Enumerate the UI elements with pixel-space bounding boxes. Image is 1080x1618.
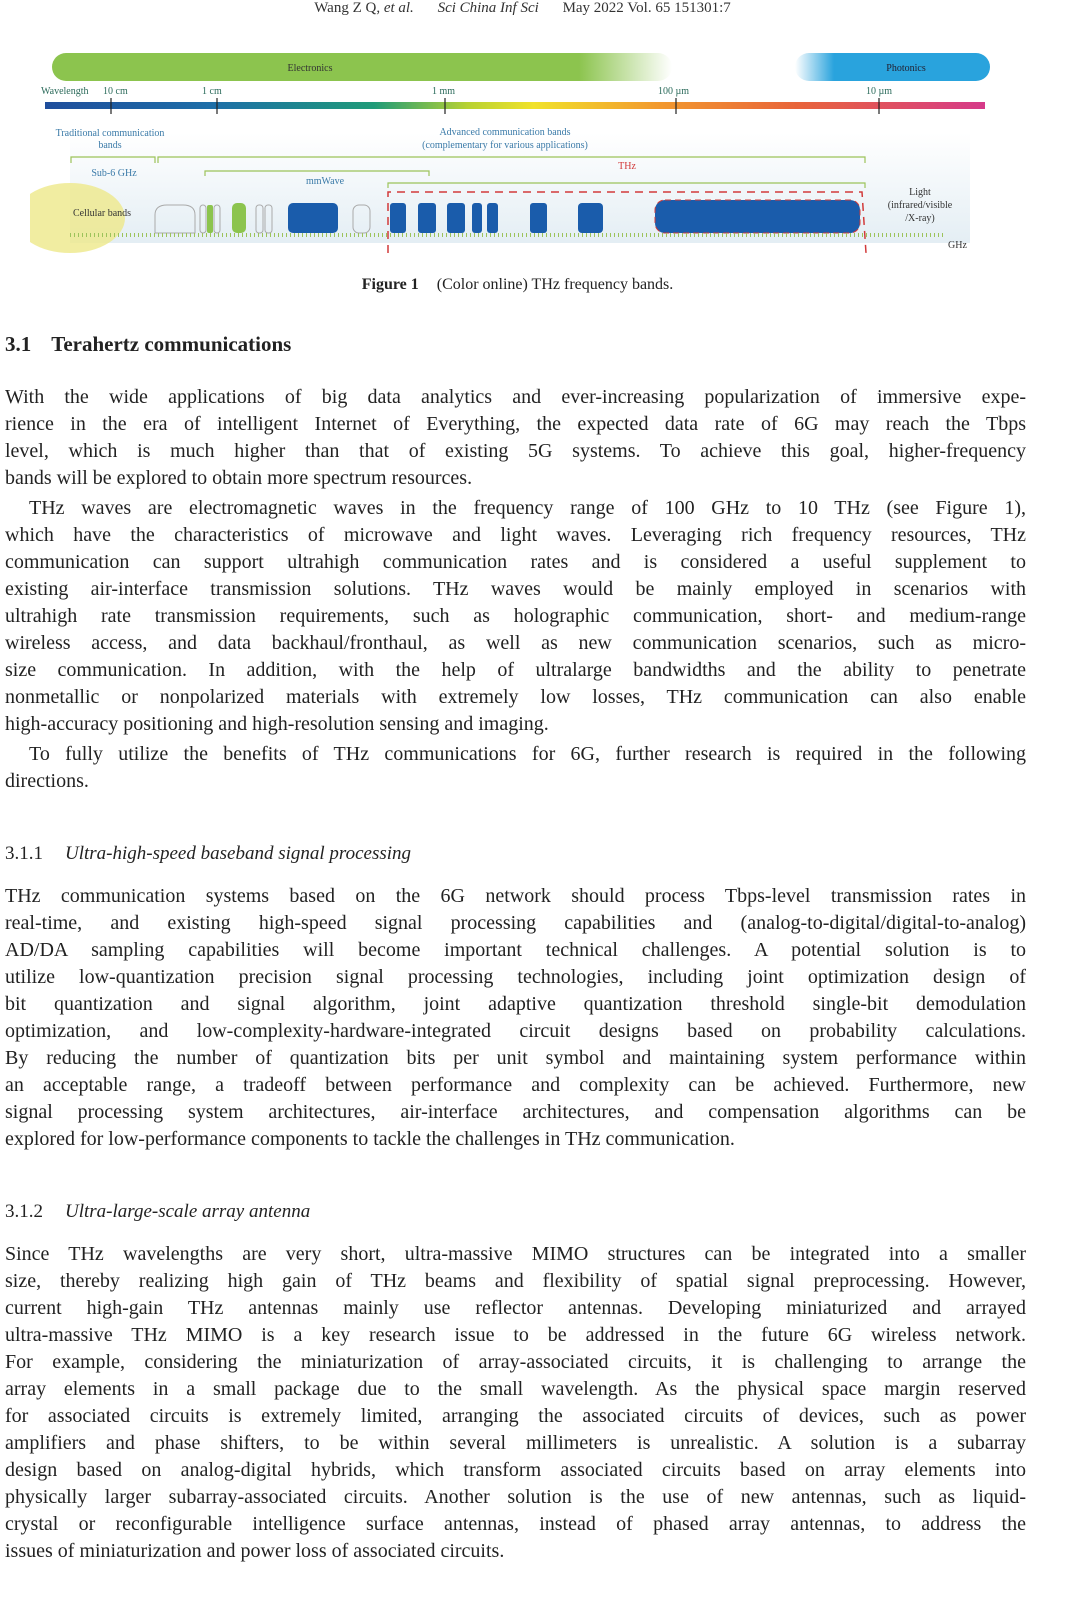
sub6-label: Sub-6 GHz [91,168,137,179]
light-label: (infrared/visible [887,200,953,211]
text-line: explored for low-performance components to tackle the challenges in THz communication. [5,1128,735,1150]
wl-tick-label: 10 cm [103,86,128,97]
wl-tick-label: 10 µm [866,86,893,97]
text-line: crystal or reconfigurable intelligence surface antennas, instead of phased array antennas, to address the [5,1513,1026,1535]
text-line: signal processing system architectures, air-interface architectures, and compensation algorithms can be [5,1101,1026,1123]
light-label: /X-ray) [905,213,935,224]
wl-tick-label: 100 µm [658,86,690,97]
caption-text: (Color online) THz frequency bands. [436,276,674,293]
electronics-bar [52,53,672,81]
text-line: design based on analog-digital hybrids, which transform associated circuits based on array elements into [5,1459,1026,1481]
advanced-label: Advanced communication bands [439,127,571,138]
traditional-label: Traditional communication [55,128,165,139]
text-line: ultra-massive THz MIMO is a key research issue to be addressed in the future 6G wireless network. [5,1324,1026,1346]
text-line: bands will be explored to obtain more spectrum resources. [5,467,473,489]
wavelength-label: Wavelength [41,86,89,97]
text-line: rience in the era of intelligent Internet of Everything, the expected data rate of 6G may reach the Tbps [5,413,1026,435]
text-line: existing air-interface transmission solutions. THz waves would be mainly employed in scenarios with [5,578,1026,600]
wl-tick-label: 1 mm [432,86,456,97]
subsection-heading-3-1-1: 3.1.1 Ultra-high-speed baseband signal processing [5,843,412,864]
figure-thz-bands [30,48,1000,263]
paragraph [5,495,1026,738]
wl-tick-label: 1 cm [202,86,222,97]
text-line: wireless access, and data backhaul/fronthaul, as well as new communication scenarios, such as micro- [5,632,1026,654]
text-line: size, thereby realizing high gain of THz beams and flexibility of spatial signal preprocessing. However, [5,1270,1026,1292]
text-line: optimization, and low-complexity-hardware-integrated circuit designs based on probability calculations. [5,1020,1026,1042]
paragraph [5,741,1026,795]
figure-caption [0,276,1035,294]
spectrum-bar [45,102,985,109]
text-line: communication can support ultrahigh communication rates and is considered a useful supplement to [5,551,1026,573]
text-line: for associated circuits is extremely limited, arranging the associated circuits of devices, such as power [5,1405,1026,1427]
text-line: AD/DA sampling capabilities will become important technical challenges. A potential solution is to [5,939,1026,961]
text-line: nonmetallic or nonpolarized materials with extremely low losses, THz communication can also enable [5,686,1026,708]
photonics-label: Photonics [886,63,926,74]
thz-label: THz [618,161,636,172]
header-issue: May 2022 Vol. 65 151301:7 [562,0,731,16]
text-line: level, which is much higher than that of existing 5G systems. To achieve this goal, higher-frequency [5,440,1026,462]
text-line: which have the characteristics of microwave and light waves. Leveraging rich frequency resources, THz [5,524,1026,546]
text-line: physically larger subarray-associated circuits. Another solution is the use of new antennas, such as liquid- [5,1486,1026,1508]
paragraph [5,384,1026,492]
text-line: By reducing the number of quantization bits per unit symbol and maintaining system performance within [5,1047,1026,1069]
text-line: issues of miniaturization and power loss of associated circuits. [5,1540,505,1562]
paragraph [5,883,1026,1153]
advanced-label: (complementary for various applications) [422,140,588,151]
text-line: bit quantization and signal algorithm, joint adaptive quantization threshold single-bit demodulation [5,993,1026,1015]
section-heading-3-1: 3.1 Terahertz communications [5,332,292,356]
subsection-heading-3-1-2: 3.1.2 Ultra-large-scale array antenna [5,1201,311,1222]
text-line: Since THz wavelengths are very short, ultra-massive MIMO structures can be integrated into a smaller [5,1243,1026,1265]
text-line: utilize low-quantization precision signal processing technologies, including joint optimization design of [5,966,1026,988]
text-line: an acceptable range, a tradeoff between performance and complexity can be achieved. Furthermore, new [5,1074,1026,1096]
header-authors: Wang Z Q, et al. [314,0,414,16]
ghz-label: GHz [948,240,967,251]
text-line: THz waves are electromagnetic waves in the frequency range of 100 GHz to 10 THz (see Figure 1), [29,497,1026,519]
text-line: To fully utilize the benefits of THz communications for 6G, further research is required in the following [29,743,1026,765]
text-line: high-accuracy positioning and high-resolution sensing and imaging. [5,713,549,735]
text-line: real-time, and existing high-speed signal processing capabilities and (analog-to-digital/digital-to-analog) [5,912,1026,934]
text-line: directions. [5,770,89,792]
header-journal: Sci China Inf Sci [437,0,539,16]
text-line: With the wide applications of big data analytics and ever-increasing popularization of immersive expe- [5,386,1026,408]
light-label: Light [909,187,931,198]
electronics-label: Electronics [287,63,333,74]
mmwave-label: mmWave [305,176,345,187]
traditional-label: bands [98,140,122,151]
text-line: size communication. In addition, with the help of ultralarge bandwidths and the ability to penetrate [5,659,1026,681]
text-line: amplifiers and phase shifters, to be within several millimeters is unrealistic. A solution is a subarray [5,1432,1026,1454]
text-line: current high-gain THz antennas mainly use reflector antennas. Developing miniaturized and arrayed [5,1297,1026,1319]
running-header [0,0,1045,17]
text-line: THz communication systems based on the 6G network should process Tbps-level transmission rates in [5,885,1026,907]
caption-label: Figure 1 [361,276,419,293]
text-line: ultrahigh rate transmission requirements, such as holographic communication, short- and medium-range [5,605,1026,627]
cellular-label: Cellular bands [73,208,132,219]
text-line: array elements in a small package due to the small wavelength. As the physical space margin reserved [5,1378,1026,1400]
paragraph [5,1241,1026,1565]
text-line: For example, considering the miniaturization of array-associated circuits, it is challenging to arrange the [5,1351,1026,1373]
